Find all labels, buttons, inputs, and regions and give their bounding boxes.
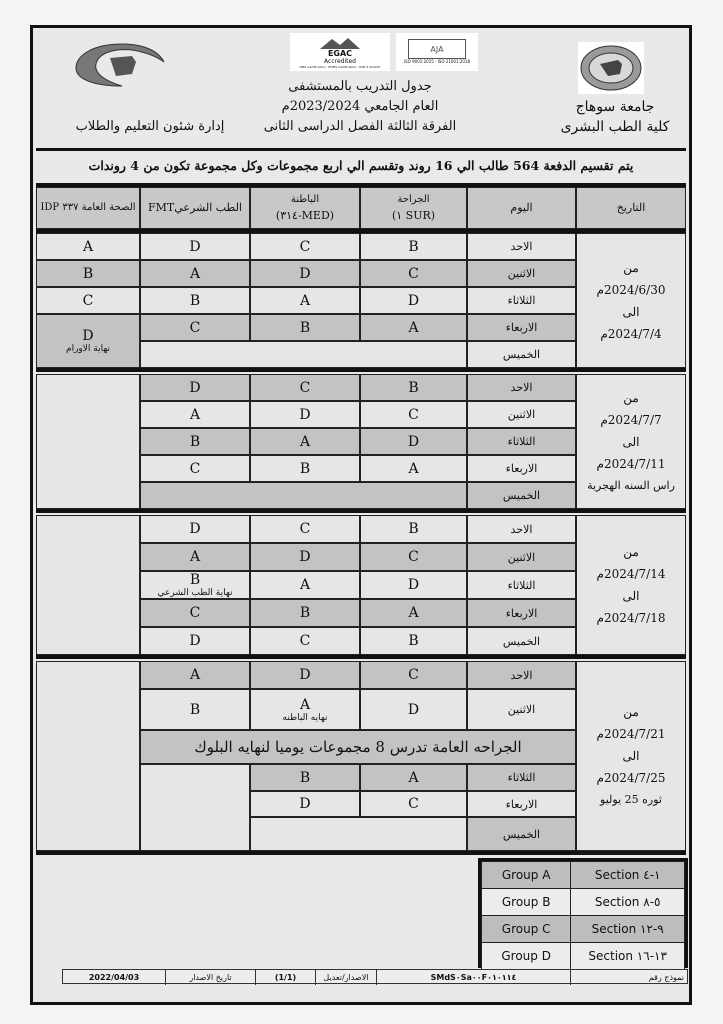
medicine-group-cell <box>250 314 360 341</box>
aja-name: AJA <box>430 44 444 54</box>
column-header-surgery-ar: الجراحة <box>397 194 430 205</box>
day-cell-text: الاربعاء <box>505 606 538 620</box>
public-health-empty-cell <box>36 515 140 655</box>
forensic-group-cell <box>140 599 250 627</box>
column-header-public-health <box>36 187 140 229</box>
date-line: 2024/6/30م <box>596 282 666 297</box>
medicine-group-cell <box>250 543 360 571</box>
forensic-empty-cell <box>140 764 250 851</box>
week-date-range <box>576 233 686 368</box>
public-health-group-cell <box>36 287 140 314</box>
medicine-group-cell-text: D <box>299 796 311 812</box>
column-header-forensic <box>140 187 250 229</box>
medicine-group-cell-text: D <box>299 265 311 282</box>
medicine-group-cell <box>250 764 360 791</box>
group-legend-table <box>481 861 685 970</box>
date-line: من <box>623 705 639 719</box>
day-cell-text: الثلاثاء <box>507 771 536 784</box>
public-health-end-note: نهاية الاورام <box>66 344 110 354</box>
schedule-title: جدول التدريب بالمستشفى <box>288 79 432 94</box>
medicine-group-cell <box>250 627 360 655</box>
surgery-group-cell <box>360 233 467 260</box>
date-line: من <box>623 545 639 559</box>
surgery-group-cell-text: C <box>408 667 419 683</box>
medicine-end-note: نهايه الباطنه <box>282 712 328 723</box>
surgery-group-cell-text: B <box>408 379 419 396</box>
surgery-group-cell <box>360 260 467 287</box>
surgery-group-cell-text: C <box>408 796 419 812</box>
surgery-group-cell <box>360 428 467 455</box>
forensic-group-cell <box>140 260 250 287</box>
day-cell <box>467 455 576 482</box>
surgery-group-cell-text: B <box>408 238 419 255</box>
column-header-medicine-ar: الباطنة <box>290 194 320 205</box>
surgery-group-cell <box>360 314 467 341</box>
date-line: 2024/7/18م <box>596 611 666 625</box>
medicine-group-cell <box>250 401 360 428</box>
forensic-group-cell <box>140 428 250 455</box>
egac-certification-logo <box>290 33 390 71</box>
legend-section: Section ١-٤ <box>571 862 685 889</box>
forensic-group-cell <box>140 233 250 260</box>
public-health-group-cell <box>36 233 140 260</box>
medicine-group-cell <box>250 599 360 627</box>
forensic-group-cell-text: D <box>189 238 201 255</box>
day-cell-text: الاثنين <box>507 550 536 564</box>
egac-lines: QMS Certification · EOMS Certification · EAB 3 012207 <box>299 64 381 69</box>
issue-date-value: 2022/04/03 <box>63 970 166 985</box>
date-line: من <box>623 260 639 275</box>
public-health-group-cell-text: C <box>82 292 94 309</box>
legend-group: Group C <box>482 916 571 943</box>
surgery-notice-banner <box>140 730 576 764</box>
forensic-end-note: نهاية الطب الشرعي <box>157 588 233 598</box>
empty-thursday-cell <box>140 482 467 509</box>
forensic-group-cell-text: D <box>189 379 201 396</box>
medicine-faculty-logo <box>72 40 172 88</box>
day-cell <box>467 287 576 314</box>
forensic-group-cell-text: D <box>189 521 201 537</box>
surgery-group-cell-text: A <box>408 460 419 477</box>
medicine-group-cell-text: C <box>299 379 311 396</box>
surgery-group-cell-text: C <box>408 406 419 423</box>
day-cell <box>467 233 576 260</box>
public-health-group-cell-text: B <box>82 265 94 282</box>
surgery-group-cell-text: C <box>408 549 419 565</box>
day-cell <box>467 791 576 817</box>
surgery-group-cell-text: D <box>407 577 420 593</box>
day-cell <box>467 428 576 455</box>
surgery-group-cell <box>360 374 467 401</box>
surgery-group-cell-text: C <box>408 265 419 282</box>
surgery-group-cell <box>360 627 467 655</box>
forensic-group-cell-text: B <box>189 433 201 450</box>
group-legend <box>478 858 688 968</box>
medicine-group-cell <box>250 661 360 689</box>
forensic-group-cell <box>140 689 250 730</box>
day-cell <box>467 543 576 571</box>
medicine-group-cell <box>250 374 360 401</box>
column-header-date-label: التاريخ <box>616 201 646 214</box>
surgery-group-cell <box>360 287 467 314</box>
day-cell <box>467 515 576 543</box>
column-header-medicine <box>250 187 360 229</box>
week-divider <box>36 655 686 659</box>
day-cell-text: الثلاثاء <box>507 435 536 448</box>
day-cell <box>467 401 576 428</box>
forensic-group-cell <box>140 374 250 401</box>
forensic-group-cell-text: A <box>189 406 201 423</box>
faculty-name: كلية الطب البشرى <box>560 119 670 135</box>
document-footer <box>62 969 688 984</box>
forensic-group-cell-text: A <box>189 549 201 565</box>
public-health-group-cell-text: D <box>82 328 94 344</box>
medicine-group-cell-text: B <box>299 769 311 786</box>
legend-row <box>482 862 685 889</box>
version-value: (1/1) <box>256 970 316 985</box>
aja-certification-logo <box>396 33 478 71</box>
header-divider <box>36 148 686 151</box>
surgery-notice-banner-text: الجراحه العامة تدرس 8 مجموعات يوميا لنهايه البلوك <box>194 738 522 756</box>
forensic-group-cell <box>140 455 250 482</box>
egac-sub: Accredited <box>324 57 356 65</box>
forensic-group-cell <box>140 314 250 341</box>
surgery-group-cell <box>360 455 467 482</box>
aja-lines: ISO 9001:2015 · ISO 21001:2018 <box>403 59 471 64</box>
week-date-range <box>576 515 686 655</box>
forensic-group-cell <box>140 287 250 314</box>
forensic-group-cell-text: B <box>189 292 201 309</box>
department-name: إدارة شئون التعليم والطلاب <box>75 119 225 134</box>
forensic-group-cell-text: A <box>189 265 201 282</box>
column-header-surgery <box>360 187 467 229</box>
medicine-group-cell-text: A <box>299 577 311 593</box>
forensic-group-cell <box>140 543 250 571</box>
form-number-value: SMdS٠Sa٠٠F٠١٠١١٤ <box>377 970 571 985</box>
surgery-group-cell <box>360 401 467 428</box>
surgery-group-cell <box>360 599 467 627</box>
surgery-group-cell <box>360 661 467 689</box>
medicine-group-cell <box>250 571 360 599</box>
date-line: 2024/7/11م <box>596 456 666 471</box>
day-cell-text: الاثنين <box>507 267 536 280</box>
legend-group: Group A <box>482 862 571 889</box>
medicine-group-cell-text: D <box>299 667 311 683</box>
day-cell <box>467 374 576 401</box>
medicine-group-cell <box>250 287 360 314</box>
legend-section: Section ٩-١٢ <box>571 916 685 943</box>
issue-date-label: تاريخ الاصدار <box>166 970 256 985</box>
surgery-group-cell <box>360 764 467 791</box>
surgery-group-cell <box>360 791 467 817</box>
column-header-day-label: اليوم <box>510 201 533 214</box>
egac-name: EGAC <box>327 48 353 58</box>
medicine-group-cell <box>250 260 360 287</box>
surgery-group-cell-text: D <box>407 292 420 309</box>
forensic-group-cell-text: C <box>189 319 201 336</box>
day-cell-text: الثلاثاء <box>507 294 536 307</box>
medicine-group-cell <box>250 689 360 730</box>
surgery-group-cell-text: D <box>407 701 420 718</box>
day-cell-text: الاحد <box>510 381 533 394</box>
university-name: جامعة سوهاج <box>575 99 655 115</box>
forensic-group-cell <box>140 401 250 428</box>
public-health-group-cell <box>36 260 140 287</box>
date-line: 2024/7/14م <box>596 567 666 581</box>
day-cell-text: الخميس <box>502 489 541 502</box>
legend-row <box>482 889 685 916</box>
week-date-range <box>576 661 686 851</box>
mountain-icon <box>318 36 362 50</box>
week-date-range <box>576 374 686 509</box>
day-cell-text: الاحد <box>510 668 533 682</box>
column-header-surgery-code: (SUR ١) <box>391 209 436 222</box>
legend-section: Section ١٣-١٦ <box>571 943 685 970</box>
public-health-group-cell <box>36 314 140 368</box>
legend-row <box>482 943 685 970</box>
level-semester: الفرقة الثالثة الفصل الدراسى الثانى <box>263 119 457 134</box>
column-header-medicine-code: (MED-٣١٤) <box>275 209 335 222</box>
sohag-university-logo <box>578 42 644 94</box>
surgery-group-cell <box>360 543 467 571</box>
surgery-group-cell <box>360 689 467 730</box>
day-cell-text: الاثنين <box>507 703 536 716</box>
forensic-group-cell-text: C <box>189 605 201 621</box>
day-cell-text: الخميس <box>502 827 541 841</box>
forensic-group-cell <box>140 571 250 599</box>
day-cell-text: الخميس <box>502 348 541 361</box>
surgery-group-cell-text: D <box>407 433 420 450</box>
medicine-group-cell-text: C <box>299 238 311 255</box>
medicine-group-cell-text: A <box>299 696 311 713</box>
day-cell-text: الاثنين <box>507 408 536 421</box>
forensic-group-cell <box>140 627 250 655</box>
day-cell <box>467 314 576 341</box>
medicine-group-cell <box>250 515 360 543</box>
forensic-group-cell-text: C <box>189 460 201 477</box>
day-cell <box>467 661 576 689</box>
forensic-group-cell-text: B <box>189 701 201 718</box>
medicine-group-cell-text: C <box>299 521 311 537</box>
medicine-group-cell <box>250 233 360 260</box>
column-header-public-health-label: الصحة العامة ٣٣٧ IDP <box>40 202 136 213</box>
surgery-group-cell <box>360 515 467 543</box>
public-health-empty-cell <box>36 661 140 851</box>
medicine-group-cell <box>250 455 360 482</box>
forensic-group-cell-text: D <box>189 633 201 649</box>
public-health-empty-cell <box>36 374 140 509</box>
day-cell <box>467 764 576 791</box>
surgery-group-cell-text: B <box>408 633 419 649</box>
date-line: 2024/7/4م <box>600 326 662 341</box>
forensic-group-cell <box>140 661 250 689</box>
academic-year: العام الجامعي 2023/2024م <box>281 99 439 114</box>
day-cell <box>467 341 576 368</box>
day-cell-text: الخميس <box>502 634 541 648</box>
surgery-group-cell-text: A <box>408 769 419 786</box>
date-line: الى <box>622 434 640 449</box>
empty-thursday-cell <box>250 817 467 851</box>
public-health-group-cell-text: A <box>82 238 94 255</box>
day-cell-text: الاحد <box>510 522 533 536</box>
surgery-group-cell <box>360 571 467 599</box>
day-cell <box>467 482 576 509</box>
medicine-group-cell-text: A <box>299 433 311 450</box>
surgery-group-cell-text: A <box>408 319 419 336</box>
version-label: الاصدار/تعديل <box>316 970 377 985</box>
column-header-date <box>576 187 686 229</box>
surgery-group-cell-text: B <box>408 521 419 537</box>
day-cell-text: الثلاثاء <box>507 578 536 592</box>
distribution-banner: يتم تقسيم الدفعة 564 طالب الي 16 روند وتقسم الي اربع مجموعات وكل مجموعة تكون من 4 روندات <box>88 158 634 173</box>
date-line: من <box>623 390 639 405</box>
forensic-group-cell-text: B <box>189 572 201 588</box>
column-header-forensic-label: الطب الشرعيFMT <box>148 201 242 214</box>
day-cell <box>467 689 576 730</box>
legend-row <box>482 916 685 943</box>
date-line: ثوره 25 يوليو <box>600 793 662 806</box>
week-divider <box>36 509 686 513</box>
surgery-group-cell-text: A <box>408 605 419 621</box>
medicine-group-cell-text: B <box>299 605 311 621</box>
day-cell-text: الاربعاء <box>505 797 538 811</box>
legend-group: Group B <box>482 889 571 916</box>
medicine-group-cell <box>250 428 360 455</box>
day-cell-text: الاربعاء <box>505 321 538 334</box>
medicine-group-cell-text: B <box>299 319 311 336</box>
date-line: راس السنه الهجرية <box>587 478 675 492</box>
day-cell <box>467 599 576 627</box>
forensic-group-cell <box>140 515 250 543</box>
date-line: 2024/7/21م <box>596 727 666 741</box>
day-cell-text: الاربعاء <box>505 462 538 475</box>
medicine-group-cell-text: D <box>299 549 311 565</box>
day-cell <box>467 260 576 287</box>
medicine-group-cell-text: B <box>299 460 311 477</box>
medicine-group-cell-text: C <box>299 633 311 649</box>
medicine-group-cell-text: D <box>299 406 311 423</box>
day-cell <box>467 627 576 655</box>
table-bottom-divider <box>36 851 686 855</box>
form-number-label: نموذج رقم <box>648 973 684 982</box>
empty-thursday-cell <box>140 341 467 368</box>
column-header-day <box>467 187 576 229</box>
legend-group: Group D <box>482 943 571 970</box>
medicine-group-cell-text: A <box>299 292 311 309</box>
legend-section: Section ٥-٨ <box>571 889 685 916</box>
day-cell <box>467 817 576 851</box>
day-cell <box>467 571 576 599</box>
date-line: الى <box>622 749 640 763</box>
week-divider <box>36 368 686 372</box>
day-cell-text: الاحد <box>510 240 533 253</box>
date-line: 2024/7/7م <box>600 412 662 427</box>
medicine-group-cell <box>250 791 360 817</box>
date-line: الى <box>622 304 640 319</box>
date-line: الى <box>622 589 640 603</box>
forensic-group-cell-text: A <box>189 667 201 683</box>
date-line: 2024/7/25م <box>596 771 666 785</box>
